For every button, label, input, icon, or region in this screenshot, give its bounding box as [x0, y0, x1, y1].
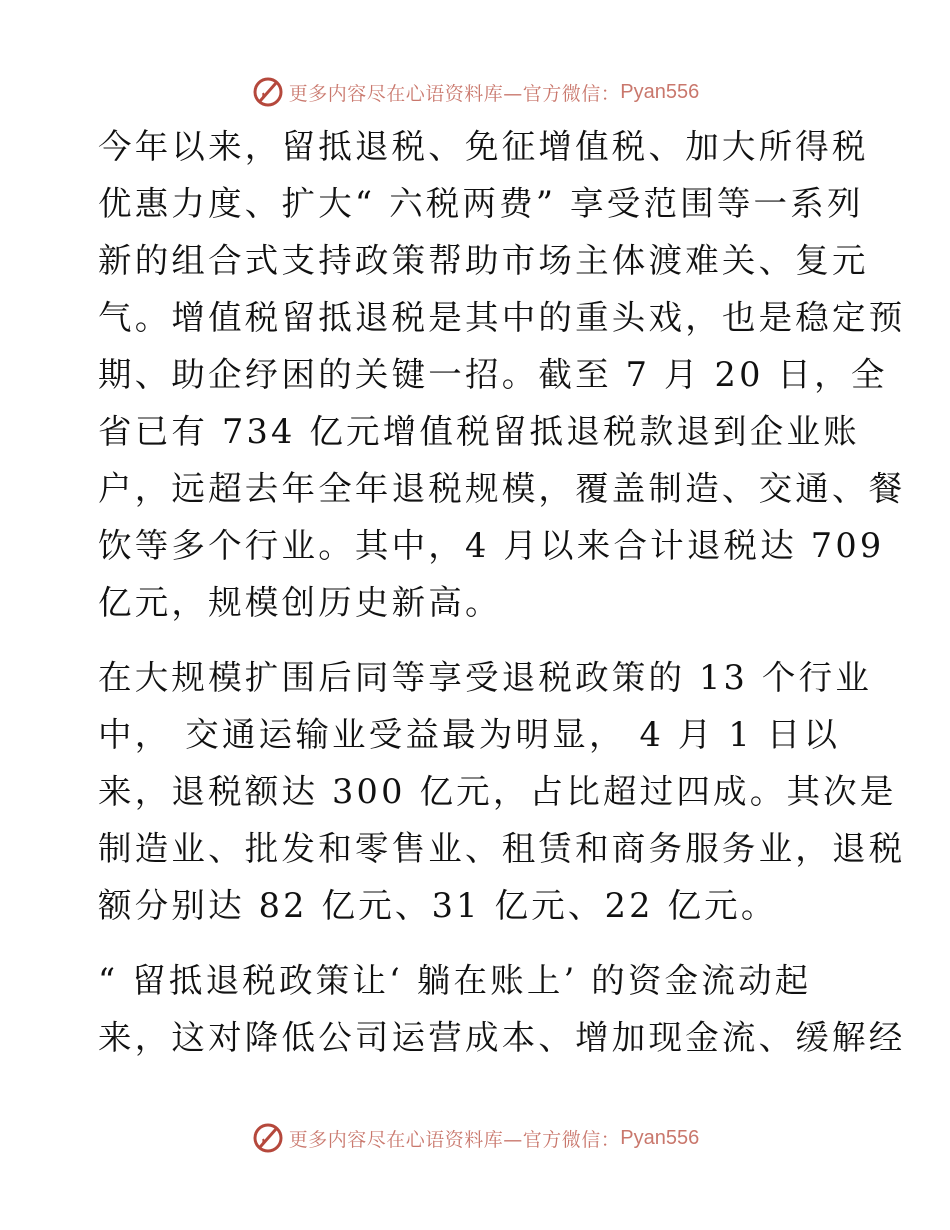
watermark-text: 更多内容尽在心语资料库—官方微信： [288, 1128, 621, 1151]
text-line: 期、助企纾困的关键一招。截至 7 月 20 日，全 [98, 355, 888, 394]
quill-logo-icon [251, 75, 285, 109]
wechat-id: Pyan556 [620, 80, 700, 103]
quill-logo-icon [251, 1121, 285, 1155]
footer-watermark [0, 1118, 950, 1158]
text-line: 户，远超去年全年退税规模，覆盖制造、交通、餐 [98, 469, 906, 508]
paragraph-3 [98, 952, 906, 1066]
header-watermark [0, 72, 950, 112]
watermark-text: 更多内容尽在心语资料库—官方微信： [288, 82, 621, 105]
text-line: 优惠力度、扩大“ 六税两费” 享受范围等一系列 [98, 184, 864, 223]
text-line: 来，这对降低公司运营成本、增加现金流、缓解经 [98, 1018, 906, 1057]
text-line: 来，退税额达 300 亿元，占比超过四成。其次是 [98, 772, 897, 811]
wechat-id: Pyan556 [620, 1126, 700, 1149]
text-line: “ 留抵退税政策让‘ 躺在账上’ 的资金流动起 [98, 961, 812, 1000]
text-line: 中， 交通运输业受益最为明显， 4 月 1 日以 [98, 715, 841, 754]
text-line: 今年以来，留抵退税、免征增值税、加大所得税 [98, 127, 869, 166]
text-line: 额分别达 82 亿元、31 亿元、22 亿元。 [98, 886, 778, 925]
text-line: 制造业、批发和零售业、租赁和商务服务业，退税 [98, 829, 906, 868]
text-line: 气。增值税留抵退税是其中的重头戏，也是稳定预 [98, 298, 906, 337]
document-body [98, 118, 906, 1084]
text-line: 亿元，规模创历史新高。 [98, 583, 502, 622]
paragraph-1 [98, 118, 906, 631]
paragraph-2 [98, 649, 906, 934]
text-line: 省已有 734 亿元增值税留抵退税款退到企业账 [98, 412, 860, 451]
text-line: 新的组合式支持政策帮助市场主体渡难关、复元 [98, 241, 869, 280]
text-line: 在大规模扩围后同等享受退税政策的 13 个行业 [98, 658, 873, 697]
text-line: 饮等多个行业。其中，4 月以来合计退税达 709 [98, 526, 885, 565]
